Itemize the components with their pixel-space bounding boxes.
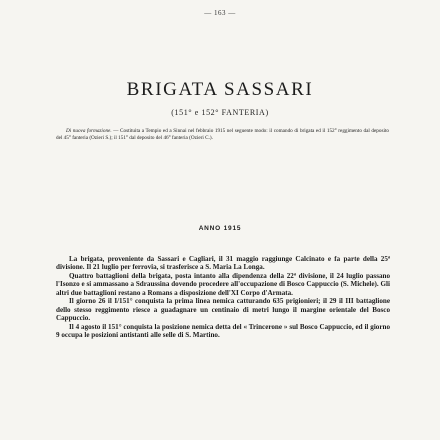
page-subtitle: (151° e 152° FANTERIA) <box>171 108 269 117</box>
formation-note-text: — Costituita a Tempio ed a Sinnai nel febbraio 1915 nel seguente modo: il comando di brigata ed il 152° reggimento dal deposito del 45° fanteria (Ozieri S.); il 151° dal deposito del 46° fanteria (Ozieri C.). <box>56 128 389 141</box>
formation-note <box>56 128 389 141</box>
formation-note-label: Di nuova formazione. <box>66 128 112 134</box>
paragraph: Quattro battaglioni della brigata, posta intanto alla dipendenza della 22ª divisione, il 24 luglio passano l'Isonzo e si ammassano a Sdraussina dovendo procedere all'occupazione di Bosco Cappuccio (S. Michele). Gli altri due battaglioni restano a Romans a disposizione dell'XI Corpo d'Armata. <box>56 271 390 297</box>
body-text <box>56 255 390 340</box>
page-number: — 163 — <box>204 9 236 17</box>
paragraph: La brigata, proveniente da Sassari e Cagliari, il 31 maggio raggiunge Calcinato e fa parte della 25ª divisione. Il 21 luglio per ferrovia, si trasferisce a S. Maria La Longa. <box>56 255 390 272</box>
paragraph: Il giorno 26 il I/151° conquista la prima linea nemica catturando 635 prigionieri; il 29 il III battaglione dello stesso reggimento riesce a guadagnare un centinaio di metri lungo il margine orientale del Bosco Cappuccio. <box>56 297 390 323</box>
year-heading: ANNO 1915 <box>198 225 242 232</box>
paragraph: Il 4 agosto il 151° conquista la posizione nemica detta del « Trincerone » sul Bosco Cappuccio, ed il giorno 9 occupa le posizioni antistanti alle selle di S. Martino. <box>56 322 390 340</box>
page-title: BRIGATA SASSARI <box>126 79 314 100</box>
